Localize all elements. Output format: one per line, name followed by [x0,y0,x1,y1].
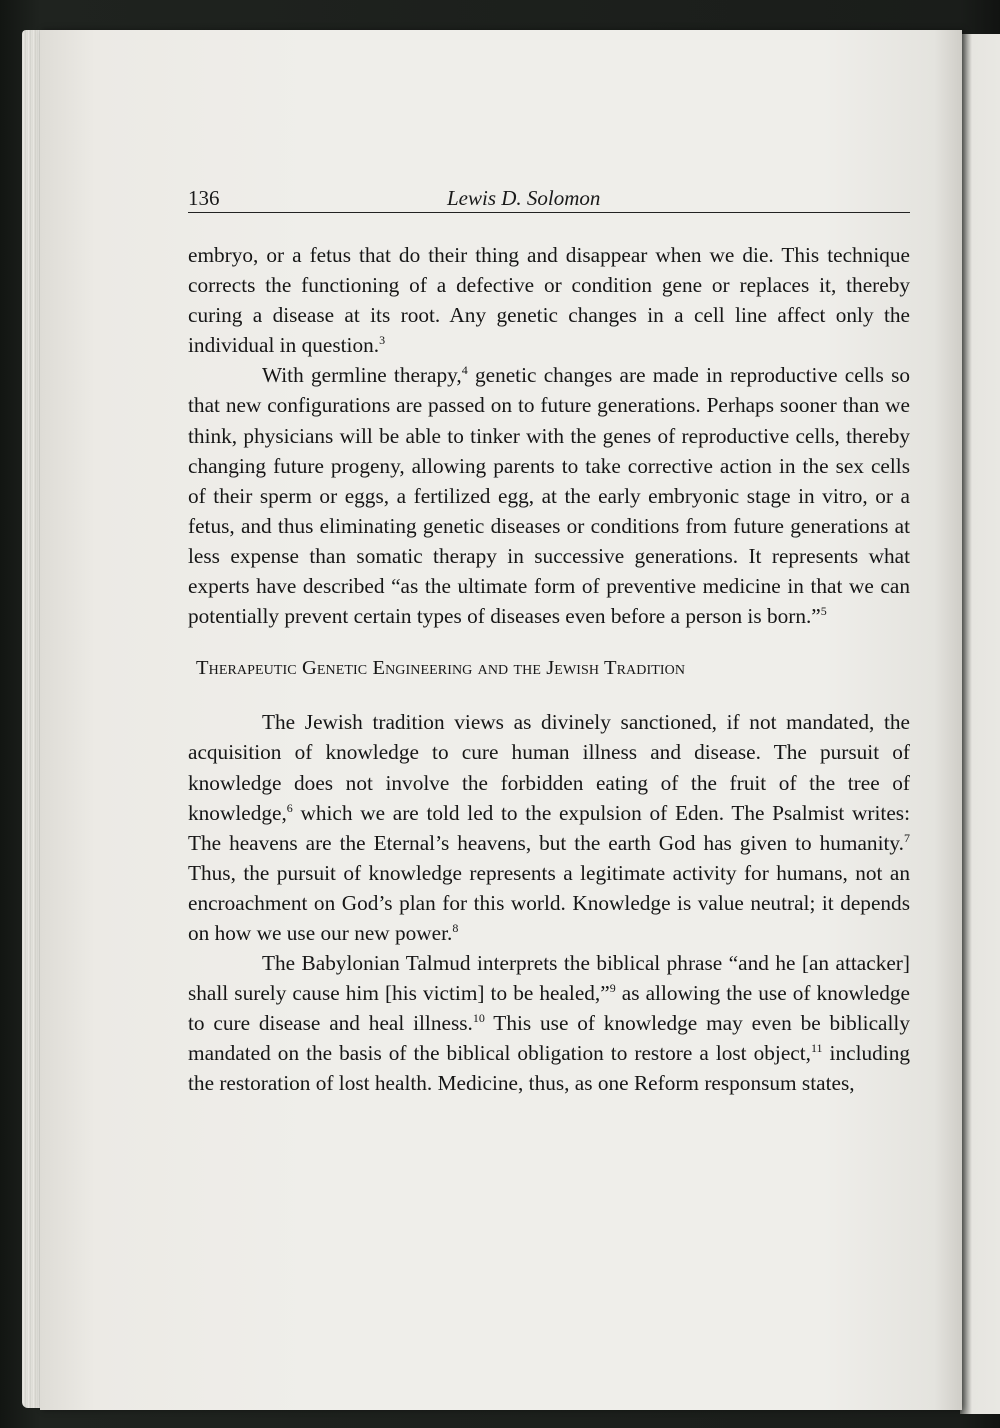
footnote-ref: 9 [609,981,616,996]
footnote-ref: 3 [379,333,386,348]
footnote-ref: 7 [904,830,910,845]
section-heading: Therapeutic Genetic Engineering and the Jewish Tradition [196,657,686,680]
footnote-ref: 4 [461,363,468,378]
page-header [188,184,910,213]
paragraph-2: With germline therapy,$^4$ genetic changes are made in reproductive cells so that new configurations are passed on to future generations. Perhaps sooner than we think, physicians will be able to tinker with the genes of reproductive cells, thereby changing future progeny, allowing parents to take corrective action in the sex cells of their sperm or eggs, a fertilized egg, at the early embryonic stage in vitro, or a fetus, and thus eliminating genetic diseases or conditions from future generations at less expense than somatic therapy in successive generations. It represents what experts have described “as the ultimate form of preventive medicine in that we can potentially prevent certain types of diseases even before a person is born.”$^5$ [188,363,911,629]
paragraph-4: The Babylonian Talmud interprets the biblical phrase “and he [an attacker] shall surely cause him [his victim] to be healed,”$^9$ as allowing the use of knowledge to cure disease and heal illness.$^{10}$ This use of knowledge may even be biblically mandated on the basis of the biblical obligation to restore a lost object,$^{11}$ including the restoration of lost health. Medicine, thus, as one Reform responsum states, [188,951,910,1096]
footnote-ref: 5 [820,604,827,619]
footnote-ref: 8 [452,920,459,935]
footnote-ref: 6 [286,800,293,815]
body-text [188,240,910,1099]
footnote-ref: 10 [472,1011,485,1026]
running-head-author: Lewis D. Solomon [447,186,601,210]
footnote-ref: 11 [810,1041,823,1056]
paragraph-1: embryo, or a fetus that do their thing and disappear when we die. This technique corrects the functioning of a defective or condition gene or replaces it, thereby curing a disease at its root. Any genetic changes in a cell line affect only the individual in question.$^3$ [188,243,910,358]
paragraph-3: The Jewish tradition views as divinely sanctioned, if not mandated, the acquisition of knowledge to cure human illness and disease. The pursuit of knowledge does not involve the forbidden eating of the fruit of the tree of knowledge,$^6$ which we are told led to the expulsion of Eden. The Psalmist writes: The heavens are the Eternal’s heavens, but the earth God has given to humanity.$^7$ Thus, the pursuit of knowledge represents a legitimate activity for humans, not an encroachment on God’s plan for this world. Knowledge is value neutral; it depends on how we use our new power.$^8$ [188,710,910,945]
facing-page-edge [960,34,1000,1414]
page-number: 136 [188,186,220,210]
